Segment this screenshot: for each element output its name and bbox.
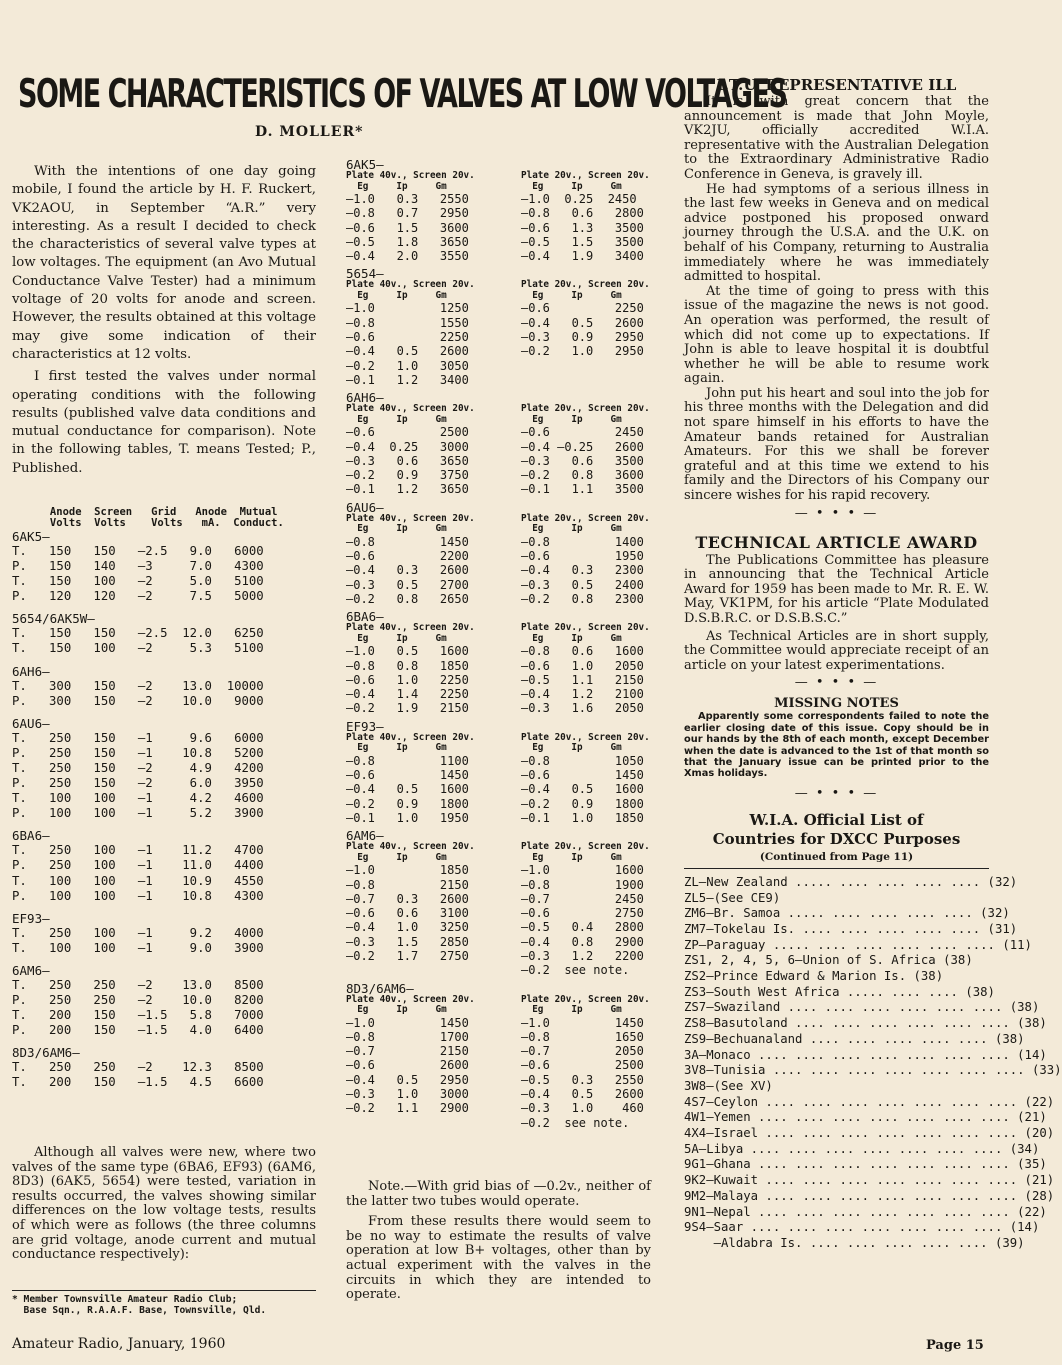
- valve-type-label: 6AM6—: [346, 828, 384, 844]
- left-subtable-header: Plate 40v., Screen 20v. Eg Ip Gm: [346, 993, 475, 1016]
- left-subtable: [346, 171, 506, 263]
- low-voltage-group: [346, 720, 661, 825]
- valve-data-rows: T. 300 150 —2 13.0 10000 P. 300 150 —2 10.0 9000: [12, 678, 264, 708]
- right-subtable-rows: —0.6 2450 —0.4 —0.25 2600 —0.3 0.6 3500 —0.2 0.8 3600 —0.1 1.1 3500: [521, 425, 644, 497]
- left-subtable-header: Plate 40v., Screen 20v. Eg Ip Gm: [346, 279, 475, 301]
- separator-2: — • • • —: [794, 675, 879, 691]
- left-subtable-header: Plate 40v., Screen 20v. Eg Ip Gm: [346, 731, 475, 754]
- valve-type-label: 6AU6—: [12, 715, 50, 731]
- right-subtable-rows: —1.0 0.25 2450 —0.8 0.6 2800 —0.6 1.3 3500 —0.5 1.5 3500 —0.4 1.9 3400: [521, 192, 644, 264]
- valve-type-label: 8D3/6AM6—: [12, 1045, 80, 1061]
- itu-paragraph-3: At the time of going to press with this issue of the magazine the news is not good. An operation was performed, the result of which did not come up to expectations. If John is able to leave hospital it is doubtful whether he will be able to resume work again.: [684, 283, 989, 387]
- right-subtable-rows: —0.8 0.6 1600 —0.6 1.0 2050 —0.5 1.1 2150 —0.4 1.2 2100 —0.3 1.6 2050: [521, 644, 644, 716]
- missing-notes-heading: MISSING NOTES: [774, 696, 899, 712]
- dxcc-country-list: ZL—New Zealand ..... .... .... .... .... (32) ZL5—(See CE9) ZM6—Br. Samoa ..... .... .... .... .... (32) ZM7—Tokelau Is. .... .... .... .... .... (31) ZP—Paraguay ..... .... .... .... .... .... (11) ZS1, 2, 4, 5, 6—Union of S. Africa (38) ZS2—Prince Edward & Marion Is. (38) ZS3—South West Africa ..... .... .... (38) ZS7—Swaziland .... .... .... .... .... .... (38) ZS8—Basutoland .... .... .... .... .... .... (38) ZS9—Bechuanaland .... .... .... .... .... (38) 3A—Monaco .... .... .... .... .... .... .... (14) 3V8—Tunisia .... .... .... .... .... .... .... (33) 3W8—(See XV) 4S7—Ceylon .... .... .... .... .... .... .... (22) 4W1—Yemen .... .... .... .... .... .... .... (21) 4X4—Israel .... .... .... .... .... .... .... (20) 5A—Libya .... .... .... .... .... .... .... (34) 9G1—Ghana .... .... .... .... .... .... .... (35) 9K2—Kuwait .... .... .... .... .... .... .... (21) 9M2—Malaya .... .... .... .... .... .... .... (28) 9N1—Nepal .... .... .... .... .... .... .... (22) 9S4—Saar .... .... .... .... .... .... .... (14) —Aldabra Is. .... .... .... .... .... (39): [684, 874, 1062, 1250]
- right-subtable-rows: —0.8 1400 —0.6 1950 —0.4 0.3 2300 —0.3 0.5 2400 —0.2 0.8 2300: [521, 534, 644, 606]
- valve-type-label: 6AU6—: [346, 499, 384, 515]
- left-subtable-header: Plate 40v., Screen 20v. Eg Ip Gm: [346, 841, 475, 863]
- left-subtable-header: Plate 40v., Screen 20v. Eg Ip Gm: [346, 512, 475, 535]
- right-subtable-rows: —1.0 1600 —0.8 1900 —0.7 2450 —0.6 2750 —0.5 0.4 2800 —0.4 0.8 2900 —0.3 1.2 2200 —0.2 see note.: [521, 863, 644, 978]
- right-subtable-header: Plate 20v., Screen 20v. Eg Ip Gm: [521, 279, 650, 301]
- left-subtable-rows: —0.6 2500 —0.4 0.25 3000 —0.3 0.6 3650 —0.2 0.9 3750 —0.1 1.2 3650: [346, 425, 469, 497]
- valve-data-rows: T. 150 150 —2.5 9.0 6000 P. 150 140 —3 7.0 4300 T. 150 100 —2 5.0 5100 P. 120 120 —2 7.5 5000: [12, 544, 264, 604]
- valve-type-label: 6BA6—: [12, 828, 50, 844]
- low-voltage-group: [346, 391, 661, 496]
- valve-type-label: 6BA6—: [346, 609, 384, 625]
- left-column: [12, 163, 316, 478]
- table1-header: Anode Screen Grid Anode Mutual Volts Volts Volts mA. Conduct.: [49, 506, 284, 529]
- right-subtable-header: Plate 20v., Screen 20v. Eg Ip Gm: [521, 403, 650, 425]
- left-subtable-header: Plate 40v., Screen 20v. Eg Ip Gm: [346, 622, 475, 644]
- right-subtable-header: Plate 20v., Screen 20v. Eg Ip Gm: [521, 170, 650, 192]
- dxcc-subheading: (Continued from Page 11): [759, 850, 914, 863]
- low-voltage-group: [346, 501, 661, 606]
- award-heading: TECHNICAL ARTICLE AWARD: [695, 532, 978, 552]
- right-subtable: [521, 733, 661, 825]
- right-subtable: [521, 995, 661, 1130]
- although-paragraph: Although all valves were new, where two valves of the same type (6BA6, EF93) (6AM6, 8D3) (6AK5, 5654) were tested, variation in results occurred, the valves showing similar differences on the low voltage tests, results of which were as follows (the three columns are grid voltage, anode current and mutual conductance respectively):: [12, 1145, 316, 1263]
- footnote-rule: [12, 1290, 316, 1291]
- author-byline: D. MOLLER*: [255, 124, 364, 140]
- valve-data-rows: T. 250 250 —2 12.3 8500 T. 200 150 —1.5 4.5 6600: [12, 1060, 264, 1090]
- itu-paragraph-2: He had symptoms of a serious illness in the last few weeks in Geneva and on medical advice postponed his proposed onward journey through the U.S.A. and the U.K. on behalf of his Company, returning to Australia immediately where he was immediately admitted to hospital.: [684, 181, 989, 285]
- right-subtable-rows: —0.8 1050 —0.6 1450 —0.4 0.5 1600 —0.2 0.9 1800 —0.1 1.0 1850: [521, 753, 644, 825]
- intro-paragraph-1: With the intentions of one day going mobile, I found the article by H. F. Ruckert, VK2AOU, in September “A.R.” very interesting. As a result I decided to check the characteristics of several valve types at low voltages. The equipment (an Avo Mutual Conductance Valve Tester) had a minimum voltage of 20 volts for anode and screen. However, the results obtained at this voltage may give some indication of their characteristics at 12 volts.: [12, 164, 316, 362]
- right-subtable: [521, 842, 661, 977]
- dxcc-rule: [684, 868, 989, 869]
- award-paragraph-2: As Technical Articles are in short supply, the Committee would appreciate receipt of an article on your latest experimentations.: [684, 628, 989, 673]
- right-subtable-header: Plate 20v., Screen 20v. Eg Ip Gm: [521, 622, 650, 644]
- valve-type-label: 6AH6—: [12, 663, 50, 679]
- left-subtable-rows: —0.8 1450 —0.6 2200 —0.4 0.3 2600 —0.3 0.5 2700 —0.2 0.8 2650: [346, 534, 469, 606]
- low-voltage-group: [346, 158, 661, 263]
- normal-conditions-table: [12, 507, 328, 1090]
- results-paragraph: From these results there would seem to be no way to estimate the results of valve operation at low B+ voltages, other than by actual experiment with the valves in the circuits in which they are intended to operate.: [346, 1214, 651, 1303]
- itu-paragraph-1: It is with great concern that the announcement is made that John Moyle, VK2JU, officially accredited W.I.A. representative with the Australian Delegation to the Extraordinary Administrative Radio Conference in Geneva, is gravely ill.: [684, 94, 989, 182]
- left-subtable: [346, 842, 506, 977]
- left-subtable-rows: —1.0 1850 —0.8 2150 —0.7 0.3 2600 —0.6 0.6 3100 —0.4 1.0 3250 —0.3 1.5 2850 —0.2 1.7 2750: [346, 863, 469, 963]
- valve-type-label: 6AK5—: [346, 157, 384, 172]
- valve-type-label: 6AH6—: [346, 390, 384, 406]
- left-subtable: [346, 623, 506, 715]
- missing-notes-text: Apparently some correspondents failed to note the earlier closing date of this issue. Copy should be in our hands by the 8th of each month, except December when the date is advanced to the 1st of that month so that the January issue can be printed prior to the Xmas holidays.: [684, 711, 989, 780]
- footnote: * Member Townsville Amateur Radio Club; Base Sqn., R.A.A.F. Base, Townsville, Qld.: [12, 1294, 267, 1316]
- right-subtable-header: Plate 20v., Screen 20v. Eg Ip Gm: [521, 512, 650, 535]
- separator-3: — • • • —: [794, 785, 879, 801]
- valve-type-label: 5654—: [346, 266, 384, 282]
- right-subtable-rows: —0.6 2250 —0.4 0.5 2600 —0.3 0.9 2950 —0.2 1.0 2950: [521, 301, 644, 359]
- itu-paragraph-4: John put his heart and soul into the job for his three months with the Delegation and did not spare himself in his efforts to have the Amateur bands retained for Australian Amateurs. For this we shall be forever grateful and at this time we extend to his family and the Directors of his Company our sincere wishes for his rapid recovery.: [684, 385, 989, 504]
- left-subtable: [346, 280, 506, 387]
- low-voltage-group: [346, 982, 661, 1130]
- right-subtable: [521, 171, 661, 263]
- right-subtable: [521, 280, 661, 387]
- valve-type-label: EF93—: [346, 718, 384, 734]
- table1-groups: [12, 529, 328, 1090]
- right-subtable: [521, 514, 661, 606]
- low-voltage-group: [346, 610, 661, 715]
- intro-paragraph-2: I first tested the valves under normal operating conditions with the following results (published valve data conditions and mutual conductance for comparison). Note in the following tables, T. means Tested; P., Published.: [12, 369, 316, 476]
- note-paragraph: Note.—With grid bias of —0.2v., neither of the latter two tubes would operate.: [346, 1179, 651, 1209]
- left-subtable: [346, 995, 506, 1130]
- left-subtable-rows: —1.0 1450 —0.8 1700 —0.7 2150 —0.6 2600 —0.4 0.5 2950 —0.3 1.0 3000 —0.2 1.1 2900: [346, 1015, 469, 1116]
- left-subtable: [346, 514, 506, 606]
- award-paragraph-1: The Publications Committee has pleasure in announcing that the Technical Article Award for 1959 has been made to Mr. R. E. W. May, VK1PM, for his article “Plate Modulated D.S.B.R.C. or D.S.B.S.C.”: [684, 552, 989, 626]
- valve-data-rows: T. 250 250 —2 13.0 8500 P. 250 250 —2 10.0 8200 T. 200 150 —1.5 5.8 7000 P. 200 150 —1.5 4.0 6400: [12, 977, 264, 1038]
- right-subtable-header: Plate 20v., Screen 20v. Eg Ip Gm: [521, 841, 650, 863]
- valve-type-label: EF93—: [12, 910, 50, 926]
- valve-type-label: 6AK5—: [12, 529, 50, 544]
- left-subtable-rows: —0.8 1100 —0.6 1450 —0.4 0.5 1600 —0.2 0.9 1800 —0.1 1.0 1950: [346, 753, 469, 825]
- left-subtable-rows: —1.0 0.3 2550 —0.8 0.7 2950 —0.6 1.5 3600 —0.5 1.8 3650 —0.4 2.0 3550: [346, 192, 469, 264]
- right-subtable: [521, 404, 661, 496]
- right-subtable-rows: —1.0 1450 —0.8 1650 —0.7 2050 —0.6 2500 —0.5 0.3 2550 —0.4 0.5 2600 —0.3 1.0 460 —0.2 see note.: [521, 1015, 644, 1130]
- although-block: [12, 1146, 316, 1263]
- left-subtable: [346, 733, 506, 825]
- valve-data-rows: T. 150 150 —2.5 12.0 6250 T. 150 100 —2 5.3 5100: [12, 626, 264, 656]
- middle-bottom-text: [346, 1180, 651, 1303]
- left-subtable-header: Plate 40v., Screen 20v. Eg Ip Gm: [346, 170, 475, 192]
- right-subtable-header: Plate 20v., Screen 20v. Eg Ip Gm: [521, 731, 650, 754]
- left-subtable-rows: —1.0 1250 —0.8 1550 —0.6 2250 —0.4 0.5 2600 —0.2 1.0 3050 —0.1 1.2 3400: [346, 301, 469, 387]
- separator-1: — • • • —: [794, 505, 879, 521]
- right-subtable: [521, 623, 661, 715]
- valve-data-rows: T. 250 100 —1 9.2 4000 T. 100 100 —1 9.0 3900: [12, 925, 264, 955]
- footer-publication: Amateur Radio, January, 1960: [12, 1336, 226, 1352]
- article-headline: SOME CHARACTERISTICS OF VALVES AT LOW VOLTAGES: [18, 72, 787, 117]
- low-voltage-tables: [346, 158, 661, 1134]
- valve-type-label: 6AM6—: [12, 962, 50, 978]
- left-subtable: [346, 404, 506, 496]
- right-subtable-header: Plate 20v., Screen 20v. Eg Ip Gm: [521, 993, 650, 1016]
- left-subtable-rows: —1.0 0.5 1600 —0.8 0.8 1850 —0.6 1.0 2250 —0.4 1.4 2250 —0.2 1.9 2150: [346, 644, 469, 716]
- valve-data-rows: T. 250 100 —1 11.2 4700 P. 250 100 —1 11.0 4400 T. 100 100 —1 10.9 4550 P. 100 100 —1 10.8 4300: [12, 843, 264, 903]
- low-voltage-group: [346, 267, 661, 387]
- dxcc-heading: W.I.A. Official List of Countries for DXCC Purposes: [712, 810, 961, 848]
- valve-type-label: 5654/6AK5W—: [12, 611, 95, 627]
- valve-type-label: 8D3/6AM6—: [346, 980, 414, 996]
- right-column: [684, 76, 1062, 1252]
- itu-heading: I.T.U. REPRESENTATIVE ILL: [716, 76, 957, 94]
- itu-article: [684, 95, 989, 504]
- valve-data-rows: T. 250 150 —1 9.6 6000 P. 250 150 —1 10.8 5200 T. 250 150 —2 4.9 4200 P. 250 150 —2 6.0 3950 T. 100 100 —1 4.2 4600 P. 100 100 —1 5.2 3900: [12, 730, 264, 821]
- footer-page-number: Page 15: [926, 1338, 984, 1353]
- low-voltage-group: [346, 829, 661, 977]
- left-subtable-header: Plate 40v., Screen 20v. Eg Ip Gm: [346, 403, 475, 425]
